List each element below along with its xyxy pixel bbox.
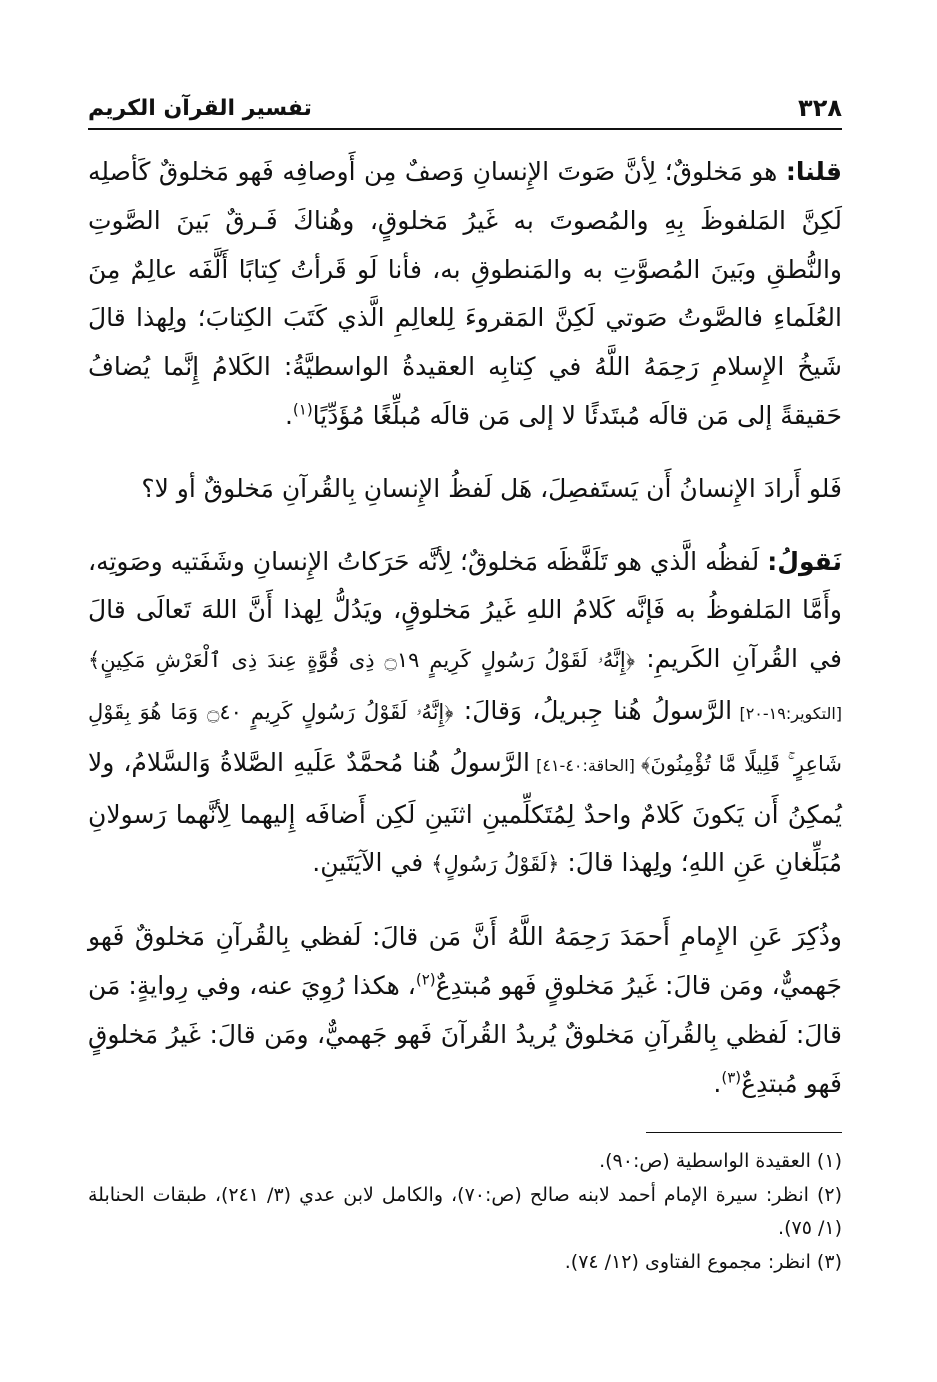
paragraph-text: هو مَخلوقٌ؛ لِأنَّ صَوتَ الإِنسانِ وَصفٌ مِن أَوصافِه فَهو مَخلوقٌ كَأصلِه لَكِنَّ المَلفوظَ بِهِ والمُصوتَ به غَيرُ مَخلوقٍ، وهُناكَ فَـرقٌ بَينَ الصَّوتِ والنُّطقِ وبَينَ المُصوَّتِ به والمَنطوقِ به، فأنا لَو قَرأتُ كِتابًا أَلَّفَه عالِمٌ مِنَ العُلَماءِ فالصَّوتُ صَوتي لَكِنَّ المَقروءَ لِلعالِمِ الَّذي كَتَبَ الكِتابَ؛ ولِهذا قالَ شَيخُ الإِسلامِ رَحِمَهُ اللَّهُ في كِتابِه العقيدةُ الواسطيَّةُ: الكَلامُ إِنَّما يُضافُ حَقيقةً إلى مَن قالَه مُبتَدئًا لا إلى مَن قالَه مُبلِّغًا مُؤَدِّيًا xyxy=(88,157,842,430)
paragraph-end: . xyxy=(713,1068,722,1098)
quran-verse-haqqa: ﴿إِنَّهُۥ لَقَوْلُ رَسُولٍ كَرِيمٍ ۝٤٠ وَمَا هُوَ بِقَوْلِ شَاعِرٍ ۚ قَلِيلًا مَّا تُؤْمِنُونَ﴾ xyxy=(88,699,843,776)
paragraph-text: الرَّسولُ هُنا جِبريلُ، وَقالَ: xyxy=(453,695,733,725)
footnote-mark-1: (١) xyxy=(292,400,313,419)
book-title: تفسير القرآن الكريم xyxy=(88,96,312,121)
paragraph-3 xyxy=(88,538,842,890)
footnote-3: (٣) انظر: مجموع الفتاوى (١٢/ ٧٤). xyxy=(564,1250,842,1273)
paragraph-1 xyxy=(88,148,842,441)
page-header xyxy=(88,92,842,130)
paragraph-text: في الآيَتَينِ. xyxy=(312,848,432,878)
paragraph-end: . xyxy=(284,400,293,430)
page-number: ٣٢٨ xyxy=(798,94,842,122)
paragraph-text: ، هكذا رُوِيَ عنه، وفي رِوايةٍ: مَن قالَ: لَفظي بِالقُرآنِ مَخلوقٌ يُريدُ القُرآنَ فَهو جَهميٌّ، ومَن قالَ: غَيرُ مَخلوقٍ فَهو مُبتدِعٌ xyxy=(88,970,842,1098)
quran-phrase: ﴿لَقَوْلُ رَسُولٍ﴾ xyxy=(431,852,560,877)
footnote-divider xyxy=(646,1132,842,1133)
book-page xyxy=(88,92,842,1312)
paragraph-text: لَفظُه الَّذي هو تَلَفَّظَه مَخلوقٌ؛ لِأنَّه حَرَكاتُ الإِنسانِ وشَفَتيه وصَوتِه، وأَمَّا المَلفوظُ به فَإنَّه كَلامُ اللهِ غَيرُ مَخلوقٍ، ويَدُلُّ لِهذا أَنَّ اللهَ تَعالَى قالَ في القُرآنِ الكَريمِ: xyxy=(88,546,843,674)
footnote-mark-2: (٢) xyxy=(415,970,436,989)
paragraph-4 xyxy=(88,913,842,1108)
paragraph-2 xyxy=(88,465,842,514)
footnotes-section xyxy=(88,1132,842,1279)
footnote-2: (٢) انظر: سيرة الإمام أحمد لابنه صالح (ص:٧٠)، والكامل لابن عدي (٣/ ٢٤١)، طبقات الحنابلة (١/ ٧٥). xyxy=(88,1183,843,1239)
paragraph-text: الرَّسولُ هُنا مُحمَّدٌ عَلَيهِ الصَّلاةُ وَالسَّلامُ، ولا يُمكِنُ أَن يَكونَ كَلامٌ واحدٌ لِمُتَكلِّمينِ اثنَينِ لَكِن أَضافَه إِليهما لِأنَّهما رَسولانِ مُبَلِّغانِ عَنِ اللهِ؛ ولِهذا قالَ: xyxy=(88,747,842,878)
paragraph-lead: قلنا: xyxy=(785,157,842,186)
paragraph-text: وذُكِرَ عَنِ الإِمامِ أَحمَدَ رَحِمَهُ اللَّهُ أَنَّ مَن قالَ: لَفظي بِالقُرآنِ مَخلوقٌ فَهو جَهميٌّ، ومَن قالَ: غَيرُ مَخلوقٍ فَهو مُبتدِعٌ xyxy=(88,922,842,1000)
footnote-1: (١) العقيدة الواسطية (ص:٩٠). xyxy=(599,1150,842,1172)
footnote-mark-3: (٣) xyxy=(721,1068,742,1087)
verse-reference-takwir: [التكوير:١٩-٢٠] xyxy=(732,703,843,723)
paragraph-text: فَلو أَرادَ الإِنسانُ أَن يَستَفصِلَ، هَل لَفظُ الإِنسانِ بِالقُرآنِ مَخلوقٌ أو لا؟ xyxy=(141,473,842,503)
main-text xyxy=(88,148,842,1108)
verse-reference-haqqa: [الحاقة:٤٠-٤١] xyxy=(529,755,642,775)
paragraph-lead: نَقولُ: xyxy=(767,546,842,576)
quran-verse-takwir: ﴿إِنَّهُۥ لَقَوْلُ رَسُولٍ كَرِيمٍ ۝١٩ ذِى قُوَّةٍ عِندَ ذِى ٱلْعَرْشِ مَكِينٍ﴾ xyxy=(88,648,636,673)
